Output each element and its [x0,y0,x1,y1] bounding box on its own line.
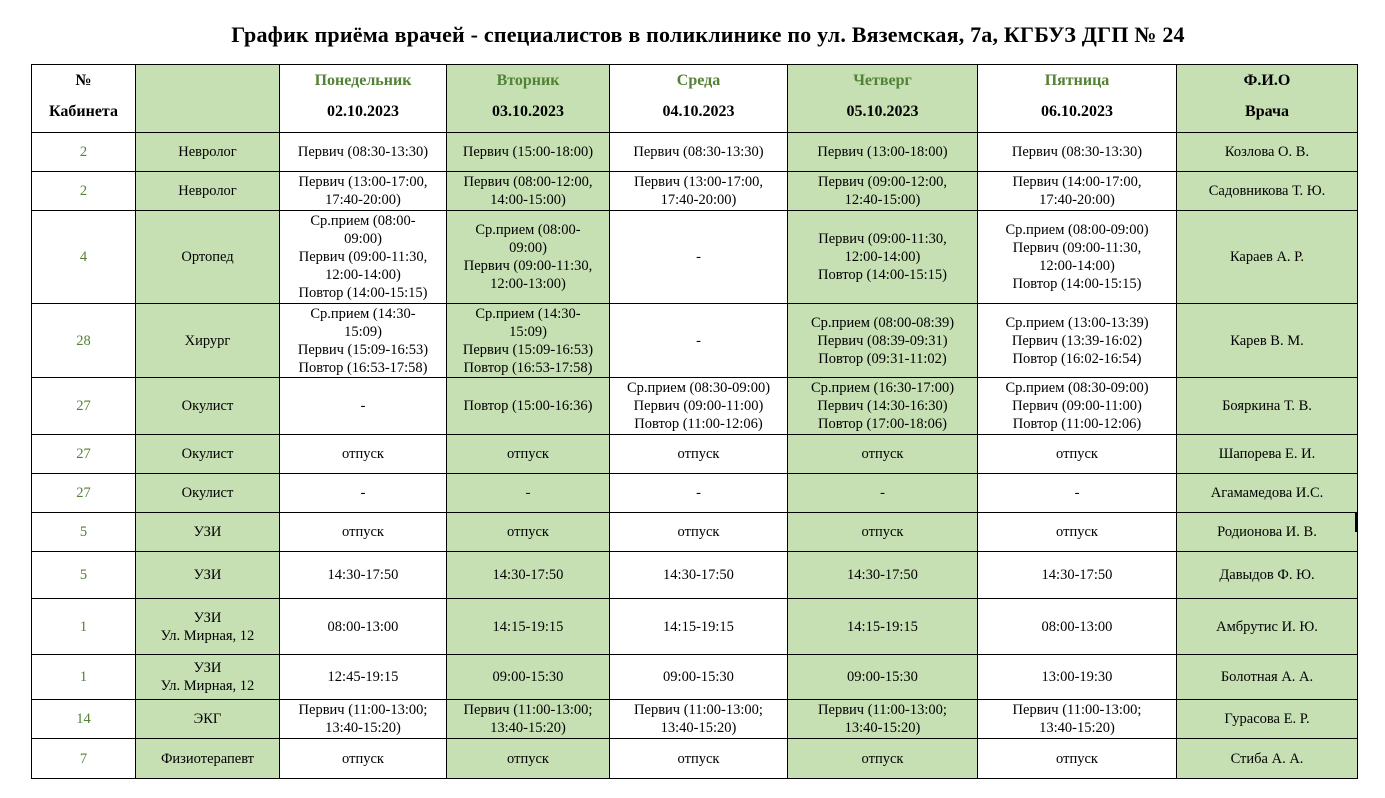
day-name: Понедельник [314,72,412,89]
schedule-cell [447,739,610,779]
room-header-bottom: Кабинета [49,103,118,120]
schedule-cell [280,552,447,599]
schedule-line: 17:40-20:00) [325,192,401,208]
schedule-line: 14:15-19:15 [847,618,918,635]
schedule-cell [788,435,978,474]
schedule-line: 14:00-15:00) [490,192,566,208]
schedule-line: - [525,485,531,501]
doctor-header-top: Ф.И.О [1243,72,1291,89]
schedule-cell [447,700,610,739]
schedule-line: 14:15-19:15 [663,618,734,635]
room-number: 7 [32,739,136,779]
schedule-line: 15:09) [344,323,382,340]
schedule-cell [978,133,1177,172]
schedule-line: Повтор (11:00-12:06) [634,416,763,432]
schedule-line: Первич (15:09-16:53) [297,341,429,358]
schedule-table [31,64,1358,779]
schedule-line: Ср.прием (08:30-09:00) [1005,380,1149,396]
schedule-line: 12:00-14:00) [325,267,401,283]
schedule-cell [280,435,447,474]
schedule-line: 09:00) [509,240,547,256]
schedule-cell [447,435,610,474]
schedule-line: отпуск [861,446,904,462]
schedule-line: 13:40-15:20) [325,720,401,736]
schedule-cell [610,599,788,655]
specialty-text: Окулист [181,398,234,414]
schedule-cell [788,133,978,172]
schedule-cell [978,304,1177,378]
schedule-line: 14:30-17:50 [847,567,918,583]
schedule-cell [788,513,978,552]
schedule-cell [788,211,978,304]
schedule-line: Повтор (16:02-16:54) [1012,350,1142,367]
schedule-line: отпуск [342,750,384,767]
schedule-line: Повтор (09:31-11:02) [818,350,947,367]
specialty-text: УЗИ [193,567,222,583]
room-number: 27 [32,474,136,513]
schedule-line: Первич (13:00-18:00) [817,144,948,160]
schedule-line: отпуск [1056,750,1098,767]
room-number: 14 [32,700,136,739]
specialty-text: УЗИ [193,660,222,676]
schedule-line: отпуск [677,524,720,540]
schedule-line: Первич (09:00-11:30, [1012,240,1142,256]
schedule-line: Первич (08:30-13:30) [633,144,764,160]
doctor-name: Стиба А. А. [1177,739,1358,779]
schedule-cell [978,599,1177,655]
specialty-cell [136,133,280,172]
schedule-line: - [696,249,701,265]
doctor-name: Давыдов Ф. Ю. [1177,552,1358,599]
schedule-line: - [696,332,701,349]
doctor-name: Шапорева Е. И. [1177,435,1358,474]
table-row [32,700,1358,739]
table-row [32,435,1358,474]
schedule-line: отпуск [1056,524,1098,540]
specialty-text: УЗИ [193,524,222,540]
day-date: 06.10.2023 [1041,103,1113,120]
day-date: 05.10.2023 [846,103,919,120]
schedule-line: Первич (14:30-16:30) [817,398,948,414]
table-row [32,474,1358,513]
doctor-name: Садовникова Т. Ю. [1177,172,1358,211]
day-header-monday [280,65,447,133]
schedule-line: Ср.прием (14:30- [475,305,581,322]
room-number: 5 [32,552,136,599]
schedule-line: Первич (14:00-17:00, [1012,174,1142,190]
schedule-line: Ср.прием (08:30-09:00) [626,380,771,396]
schedule-line: Первич (13:39-16:02) [1011,332,1143,349]
schedule-cell [447,474,610,513]
day-date: 02.10.2023 [327,103,399,120]
schedule-line: отпуск [507,446,549,462]
table-row [32,304,1358,378]
schedule-cell [447,378,610,435]
specialty-cell [136,599,280,655]
schedule-line: отпуск [342,446,384,462]
schedule-line: - [696,485,701,501]
schedule-line: 14:30-17:50 [492,567,564,583]
schedule-cell [280,700,447,739]
schedule-line: 08:00-13:00 [1041,618,1113,635]
schedule-cell [610,474,788,513]
room-number: 2 [32,172,136,211]
schedule-line: Первич (11:00-13:00; [298,702,428,718]
schedule-cell [978,378,1177,435]
specialty-text: ЭКГ [193,711,222,727]
day-name: Вторник [496,72,560,89]
doctor-name: Бояркина Т. В. [1177,378,1358,435]
day-name: Пятница [1044,72,1110,89]
specialty-text: Хирург [184,332,231,349]
schedule-cell [610,172,788,211]
text-cursor [1355,513,1357,532]
schedule-cell [788,474,978,513]
specialty-cell [136,378,280,435]
schedule-line: 14:30-17:50 [663,567,734,583]
schedule-cell [788,599,978,655]
day-header-tuesday [447,65,610,133]
schedule-line: Первич (08:30-13:30) [1011,144,1143,160]
schedule-line: Первич (13:00-17:00, [298,174,428,190]
schedule-line: Первич (09:00-11:30, [298,249,428,265]
schedule-line: 12:00-14:00) [844,249,921,265]
schedule-line: Первич (11:00-13:00; [818,702,947,718]
schedule-line: Повтор (14:00-15:15) [1012,276,1142,292]
schedule-cell [610,655,788,700]
schedule-line: - [360,485,366,501]
day-date: 04.10.2023 [662,103,735,120]
specialty-text: Ул. Мирная, 12 [160,627,255,644]
schedule-line: Первич (09:00-12:00, [817,174,948,190]
schedule-line: Повтор (14:00-15:15) [298,285,428,301]
table-row [32,172,1358,211]
schedule-line: Повтор (17:00-18:06) [817,416,948,432]
schedule-line: 09:00-15:30 [663,669,734,685]
schedule-cell [280,304,447,378]
schedule-cell [447,133,610,172]
schedule-cell [610,739,788,779]
header-row [32,65,1358,133]
schedule-cell [280,378,447,435]
specialty-cell [136,304,280,378]
schedule-cell [447,211,610,304]
schedule-line: 17:40-20:00) [1039,192,1115,208]
specialty-text: Невролог [178,183,237,199]
schedule-line: 13:00-19:30 [1041,669,1113,685]
schedule-line: 17:40-20:00) [660,192,737,208]
schedule-line: - [880,485,885,501]
table-row [32,552,1358,599]
schedule-cell [978,513,1177,552]
specialty-cell [136,474,280,513]
room-number: 27 [32,435,136,474]
schedule-cell [788,304,978,378]
schedule-cell [788,739,978,779]
specialty-cell [136,552,280,599]
room-number: 27 [32,378,136,435]
schedule-line: Ср.прием (16:30-17:00) [810,380,955,396]
schedule-cell [610,304,788,378]
schedule-line: 09:00) [344,231,382,247]
specialty-text: Окулист [181,446,234,462]
schedule-line: Первич (08:30-13:30) [297,144,429,160]
schedule-cell [788,700,978,739]
schedule-line: 12:00-13:00) [490,276,566,292]
schedule-cell [447,655,610,700]
schedule-cell [978,211,1177,304]
doctor-name: Амбрутис И. Ю. [1177,599,1358,655]
schedule-body [32,133,1358,779]
doctor-name: Караев А. Р. [1177,211,1358,304]
schedule-cell [610,552,788,599]
schedule-cell [610,513,788,552]
schedule-line: отпуск [677,446,720,462]
schedule-line: 13:40-15:20) [844,720,921,736]
specialty-cell [136,211,280,304]
schedule-line: 09:00-15:30 [492,669,564,685]
day-name: Четверг [853,72,912,89]
schedule-line: - [360,398,366,414]
specialty-text: УЗИ [193,609,222,626]
schedule-cell [610,435,788,474]
table-row [32,655,1358,700]
specialty-cell [136,435,280,474]
schedule-line: - [1074,485,1080,501]
schedule-line: 14:30-17:50 [1041,567,1113,583]
schedule-cell [280,172,447,211]
schedule-line: 08:00-13:00 [327,618,399,635]
specialty-text: Невролог [178,144,237,160]
schedule-line: Ср.прием (08:00-08:39) [810,314,955,331]
schedule-cell [280,474,447,513]
schedule-line: Первич (11:00-13:00; [1012,702,1142,718]
schedule-cell [447,599,610,655]
schedule-cell [610,133,788,172]
table-row [32,378,1358,435]
specialty-cell [136,513,280,552]
schedule-line: отпуск [1056,446,1098,462]
doctor-name: Агамамедова И.С. [1177,474,1358,513]
schedule-line: Первич (09:00-11:30, [818,231,947,247]
room-number: 1 [32,599,136,655]
doctor-header-bottom: Врача [1245,103,1289,120]
doctor-name: Козлова О. В. [1177,133,1358,172]
specialty-text: Ул. Мирная, 12 [160,678,255,694]
day-date: 03.10.2023 [492,103,564,120]
schedule-line: 13:40-15:20) [660,720,737,736]
schedule-line: Повтор (16:53-17:58) [463,359,593,376]
specialty-cell [136,172,280,211]
schedule-cell [788,552,978,599]
schedule-cell [280,739,447,779]
specialty-text: Физиотерапевт [160,750,255,767]
schedule-line: Первич (08:39-09:31) [817,332,948,349]
schedule-cell [978,474,1177,513]
day-header-friday [978,65,1177,133]
table-row [32,211,1358,304]
specialty-cell [136,739,280,779]
schedule-line: 12:40-15:00) [844,192,921,208]
schedule-cell [788,378,978,435]
doctor-column-header [1177,65,1358,133]
schedule-line: 12:00-14:00) [1039,258,1115,274]
schedule-cell [788,655,978,700]
schedule-line: Первич (09:00-11:30, [463,258,593,274]
room-number: 1 [32,655,136,700]
schedule-line: отпуск [507,524,549,540]
room-number: 28 [32,304,136,378]
schedule-line: отпуск [342,524,384,540]
doctor-name: Карев В. М. [1177,304,1358,378]
schedule-line: 13:40-15:20) [490,720,566,736]
schedule-line: отпуск [861,524,904,540]
room-column-header [32,65,136,133]
schedule-cell [447,172,610,211]
schedule-line: Первич (15:00-18:00) [462,144,594,160]
table-row [32,599,1358,655]
schedule-cell [280,133,447,172]
schedule-cell [610,378,788,435]
schedule-line: 15:09) [509,323,547,340]
schedule-cell [280,599,447,655]
schedule-cell [280,655,447,700]
table-row [32,739,1358,779]
schedule-line: Первич (15:09-16:53) [462,341,594,358]
schedule-cell [978,552,1177,599]
room-header-top: № [75,72,92,89]
schedule-cell [280,513,447,552]
schedule-cell [280,211,447,304]
schedule-line: 09:00-15:30 [847,669,918,685]
room-number: 4 [32,211,136,304]
schedule-cell [978,655,1177,700]
schedule-line: Первич (13:00-17:00, [633,174,764,190]
table-row [32,133,1358,172]
specialty-column-header [136,65,280,133]
schedule-cell [447,513,610,552]
schedule-line: 13:40-15:20) [1039,720,1115,736]
schedule-cell [447,552,610,599]
schedule-line: Повтор (16:53-17:58) [298,359,428,376]
doctor-name: Родионова И. В. [1177,513,1358,552]
schedule-line: 14:15-19:15 [492,618,564,635]
schedule-cell [788,172,978,211]
specialty-text: Окулист [181,485,234,501]
specialty-text: Ортопед [181,249,234,265]
schedule-cell [610,211,788,304]
schedule-line: Ср.прием (14:30- [310,305,416,322]
doctor-name: Болотная А. А. [1177,655,1358,700]
specialty-cell [136,700,280,739]
schedule-line: Повтор (11:00-12:06) [1012,416,1142,432]
schedule-line: 14:30-17:50 [327,567,399,583]
schedule-cell [978,435,1177,474]
schedule-line: Первич (08:00-12:00, [463,174,593,190]
schedule-cell [978,700,1177,739]
doctor-name: Гурасова Е. Р. [1177,700,1358,739]
room-number: 2 [32,133,136,172]
schedule-cell [978,172,1177,211]
schedule-line: Первич (09:00-11:00) [1012,398,1142,414]
page-title: График приёма врачей - специалистов в поликлинике по ул. Вяземская, 7а, КГБУЗ ДГП № 24 [231,22,1185,47]
schedule-line: Первич (09:00-11:00) [633,398,764,414]
schedule-cell [610,700,788,739]
schedule-cell [447,304,610,378]
schedule-cell [978,739,1177,779]
schedule-line: Повтор (15:00-16:36) [463,398,593,414]
schedule-line: отпуск [861,750,904,767]
day-header-wednesday [610,65,788,133]
room-number: 5 [32,513,136,552]
table-row [32,513,1358,552]
schedule-line: Первич (11:00-13:00; [634,702,763,718]
schedule-line: Ср.прием (08:00- [475,222,581,238]
specialty-cell [136,655,280,700]
schedule-line: Первич (11:00-13:00; [463,702,593,718]
schedule-line: Ср.прием (13:00-13:39) [1005,314,1149,331]
day-header-thursday [788,65,978,133]
schedule-line: отпуск [677,750,720,767]
schedule-line: 12:45-19:15 [327,669,399,685]
schedule-line: отпуск [507,750,549,767]
schedule-line: Ср.прием (08:00- [310,213,416,229]
schedule-line: Ср.прием (08:00-09:00) [1005,222,1149,238]
day-name: Среда [676,72,721,89]
schedule-line: Повтор (14:00-15:15) [817,267,948,283]
